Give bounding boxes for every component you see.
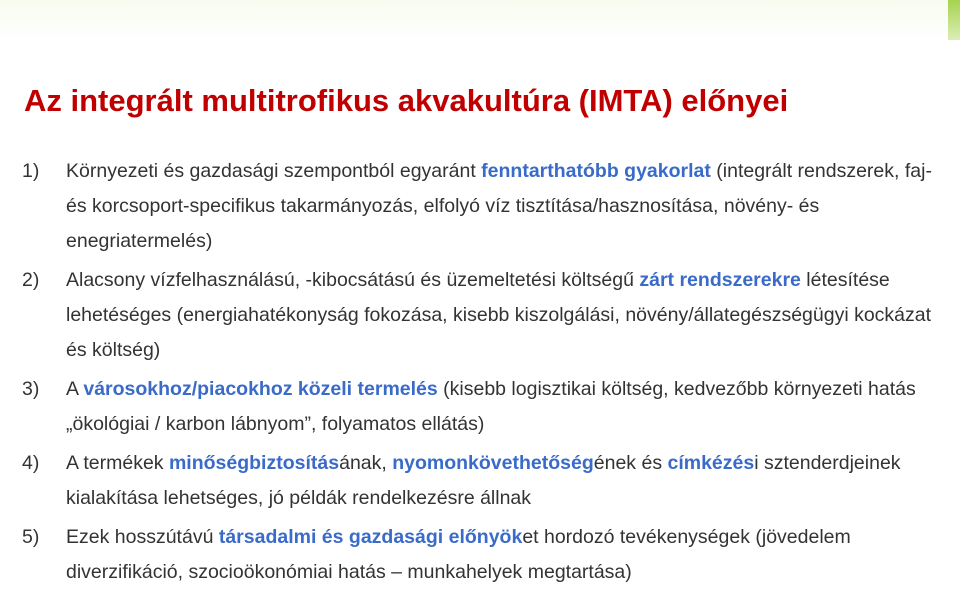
text-segment: ának,: [339, 452, 393, 474]
list-item: [22, 446, 942, 516]
item-number: 1): [22, 160, 40, 182]
text-segment: A: [66, 378, 84, 400]
item-number: 4): [22, 452, 40, 474]
highlight-segment: társadalmi és gazdasági előnyök: [218, 526, 523, 548]
item-number: 2): [22, 269, 40, 291]
text-segment: i sztenderdjeinek kialakítása lehetséges, jó példák rendelkezésre állnak: [66, 452, 901, 509]
list-item: [22, 263, 942, 368]
item-text: [66, 263, 942, 368]
highlight-segment: zárt rendszerekre: [639, 269, 801, 291]
item-number: 3): [22, 378, 40, 400]
text-segment: Környezeti és gazdasági szempontból egyaránt: [66, 160, 482, 182]
text-segment: Ezek hosszútávú: [66, 526, 219, 548]
corner-accent: [948, 0, 960, 40]
list-item: [22, 520, 942, 590]
highlight-segment: városokhoz/piacokhoz közeli termelés: [83, 378, 438, 400]
text-segment: létesítése lehetéséges (energiahatékonyság fokozása, kisebb kiszolgálási, növény/állategészségügyi kockázat és költség): [66, 269, 932, 361]
list-item: [22, 154, 942, 259]
item-text: [66, 446, 942, 516]
item-text: [66, 154, 942, 259]
highlight-segment: fenntarthatóbb gyakorlat: [481, 160, 711, 182]
highlight-segment: nyomonkövethetőség: [392, 452, 594, 474]
text-segment: (kisebb logisztikai költség, kedvezőbb környezeti hatás „ökológiai / karbon lábnyom”, folyamatos ellátás): [66, 378, 916, 435]
highlight-segment: címkézés: [667, 452, 755, 474]
benefit-list: [22, 154, 942, 594]
header-band: [0, 0, 960, 40]
text-segment: Alacsony vízfelhasználású, -kibocsátású és üzemeltetési költségű: [66, 269, 640, 291]
text-segment: A termékek: [66, 452, 169, 474]
item-number: 5): [22, 526, 40, 548]
text-segment: et hordozó tevékenységek (jövedelem diverzifikáció, szocioökonómiai hatás – munkahelyek megtartása): [66, 526, 851, 583]
item-text: [66, 520, 942, 590]
item-text: [66, 372, 942, 442]
slide-title: Az integrált multitrofikus akvakultúra (IMTA) előnyei: [24, 83, 789, 118]
highlight-segment: minőségbiztosítás: [168, 452, 340, 474]
text-segment: ének és: [593, 452, 668, 474]
list-item: [22, 372, 942, 442]
text-segment: (integrált rendszerek, faj- és korcsoport-specifikus takarmányozás, elfolyó víz tisztítása/hasznosítása, növény- és enegriatermelés): [66, 160, 932, 252]
